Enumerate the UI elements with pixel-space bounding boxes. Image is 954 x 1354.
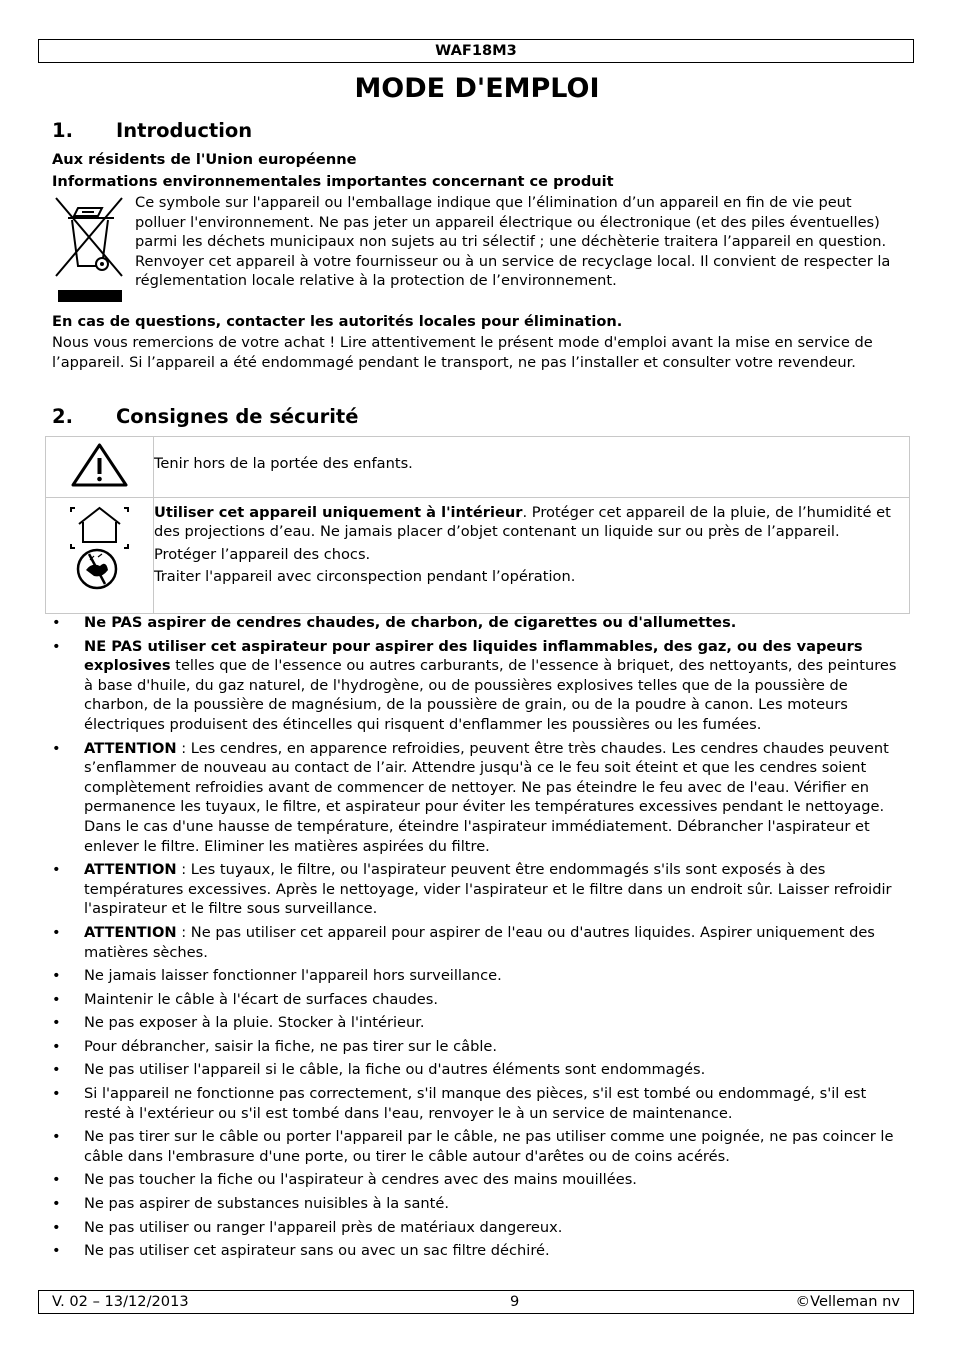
env-text: Ce symbole sur l'appareil ou l'emballage indique que l’élimination d’un appareil en fin de vie peut polluer l'environnement. Ne pas jeter un appareil électrique ou électronique (et des piles éventuelles) parmi les déchets municipaux non sujets au tri sélectif ; une déchèterie traitera l’appareil en question. Renvoyer cet appareil à votre fournisseur ou à un service de recyclage local. Il convient de respecter la réglementation locale relative à la protection de l’environnement. [135, 194, 891, 290]
eu-residents-heading: Aux résidents de l'Union européenne [52, 151, 357, 168]
list-item: • Ne pas utiliser ou ranger l'appareil près de matériaux dangereux. [52, 1218, 900, 1238]
safety-text: Protéger l’appareil des chocs. [154, 545, 371, 563]
list-item [52, 860, 900, 919]
safety-text: Traiter l'appareil avec circonspection pendant l’opération. [154, 568, 576, 586]
section-1-heading [52, 119, 252, 143]
footer-copyright: ©Velleman nv [795, 1293, 900, 1310]
bullet-text: telles que de l'essence ou autres carburants, de l'essence à briquet, des nettoyants, des peintures à base d'huile, du gaz naturel, de l'hydrogène, ou de poussières explosives telles que de la poussière de charbon, de la poussière de magnésium, de la poussière de grain, ou de la poudre à canon. Les moteurs électriques produisent des étincelles qui risquent d'enflammer les poussières ou les fumées. [84, 657, 897, 733]
safety-text [154, 503, 909, 542]
safety-bullet-list [52, 613, 900, 1265]
list-item: • Ne jamais laisser fonctionner l'appareil hors surveillance. [52, 966, 900, 986]
section-number: 2. [52, 405, 73, 428]
section-2-heading [52, 405, 358, 429]
bullet-text: : Les cendres, en apparence refroidies, peuvent être très chaudes. Les cendres chaudes peuvent s’enflammer de nouveau au contact de l’air. Attendre jusqu'à ce le feu soit éteint et que les cendres soient complètement refroidies avant de commencer de nettoyer. Ne pas éteindre le feu avec de l'eau. Vérifier en permanence les tuyaux, le filtre, et aspirateur pour éviter les températures excessives pendant le nettoyage. Dans le cas d'une hausse de température, éteindre l'aspirateur immédiatement. Débrancher l'aspirateur et enlever le filtre. Eliminer les matières aspirées du filtre. [84, 739, 889, 855]
section-title: Consignes de sécurité [116, 405, 359, 428]
list-item: • Maintenir le câble à l'écart de surfaces chaudes. [52, 990, 900, 1010]
safety-row [46, 437, 910, 498]
list-item: • Ne pas toucher la fiche ou l'aspirateur à cendres avec des mains mouillées. [52, 1170, 900, 1190]
list-item: • Pour débrancher, saisir la fiche, ne pas tirer sur le câble. [52, 1037, 900, 1057]
list-item: • Si l'appareil ne fonctionne pas correctement, s'il manque des pièces, s'il est tombé ou endommagé, s'il est resté à l'extérieur ou s'il est tombé dans l'eau, renvoyer le à un service de maintenance. [52, 1084, 900, 1123]
list-item [52, 923, 900, 962]
icon-cell [46, 437, 154, 498]
list-item [52, 739, 900, 857]
warning-triangle-icon [46, 437, 153, 491]
bullet-bold: ATTENTION [84, 739, 177, 757]
safety-text-cell [154, 497, 910, 614]
footer-version: V. 02 – 13/12/2013 [52, 1293, 189, 1310]
list-item [52, 613, 900, 633]
bullet-bold: NE PAS utiliser cet aspirateur pour aspirer des liquides inflammables, des gaz, ou des vapeurs explosives [84, 637, 863, 675]
bullet-bold: ATTENTION [84, 923, 177, 941]
footer-page-number: 9 [510, 1293, 520, 1310]
list-item: • Ne pas exposer à la pluie. Stocker à l'intérieur. [52, 1013, 900, 1033]
list-item: • Ne pas tirer sur le câble ou porter l'appareil par le câble, ne pas utiliser comme une poignée, ne pas coincer le câble dans l'embrasure d'une porte, ou tirer le câble autour d'arêtes ou de coins acérés. [52, 1127, 900, 1166]
bullet-bold: Ne PAS aspirer de cendres chaudes, de charbon, de cigarettes ou d'allumettes. [84, 614, 737, 631]
bullet-text: : Les tuyaux, le filtre, ou l'aspirateur peuvent être endommagés s'ils sont exposés à des températures excessives. Après le nettoyage, vider l'aspirateur et le filtre dans un endroit sûr. Laisser refroidir l'aspirateur et le filtre sous surveillance. [84, 861, 892, 918]
bullet-text: : Ne pas utiliser cet appareil pour aspirer de l'eau ou d'autres liquides. Aspirer uniquement des matières sèches. [84, 923, 875, 961]
thanks-paragraph: Nous vous remercions de votre achat ! Lire attentivement le présent mode d'emploi avant la mise en service de l’appareil. Si l’appareil a été endommagé pendant le transport, ne pas l’installer et consulter votre revendeur. [52, 334, 873, 371]
safety-row [46, 497, 910, 614]
bullet-bold: ATTENTION [84, 861, 177, 879]
safety-text: Tenir hors de la portée des enfants. [154, 455, 413, 472]
safety-text-rest: . Protéger cet appareil de la pluie, de l’humidité et des projections d’eau. Ne jamais placer d’objet contenant un liquide sur ou près de l’appareil. [154, 503, 891, 541]
list-item [52, 637, 900, 735]
list-item: • Ne pas aspirer de substances nuisibles à la santé. [52, 1194, 900, 1214]
list-item: • Ne pas utiliser cet aspirateur sans ou avec un sac filtre déchiré. [52, 1241, 900, 1261]
safety-text-bold: Utiliser cet appareil uniquement à l'intérieur [154, 503, 523, 521]
header-model: WAF18M3 [38, 39, 914, 63]
page-title: MODE D'EMPLOI [354, 73, 600, 104]
section-number: 1. [52, 119, 73, 142]
safety-table [45, 436, 910, 614]
section-title: Introduction [116, 119, 253, 142]
list-item: • Ne pas utiliser l'appareil si le câble, la fiche ou d'autres éléments sont endommagés. [52, 1060, 900, 1080]
footer [38, 1290, 914, 1314]
questions-note: En cas de questions, contacter les autorités locales pour élimination. [52, 313, 623, 330]
safety-text-cell [154, 437, 910, 498]
env-info-heading: Informations environnementales importantes concernant ce produit [52, 173, 614, 190]
weee-bin-icon [52, 194, 126, 308]
no-impact-icon [72, 548, 122, 590]
